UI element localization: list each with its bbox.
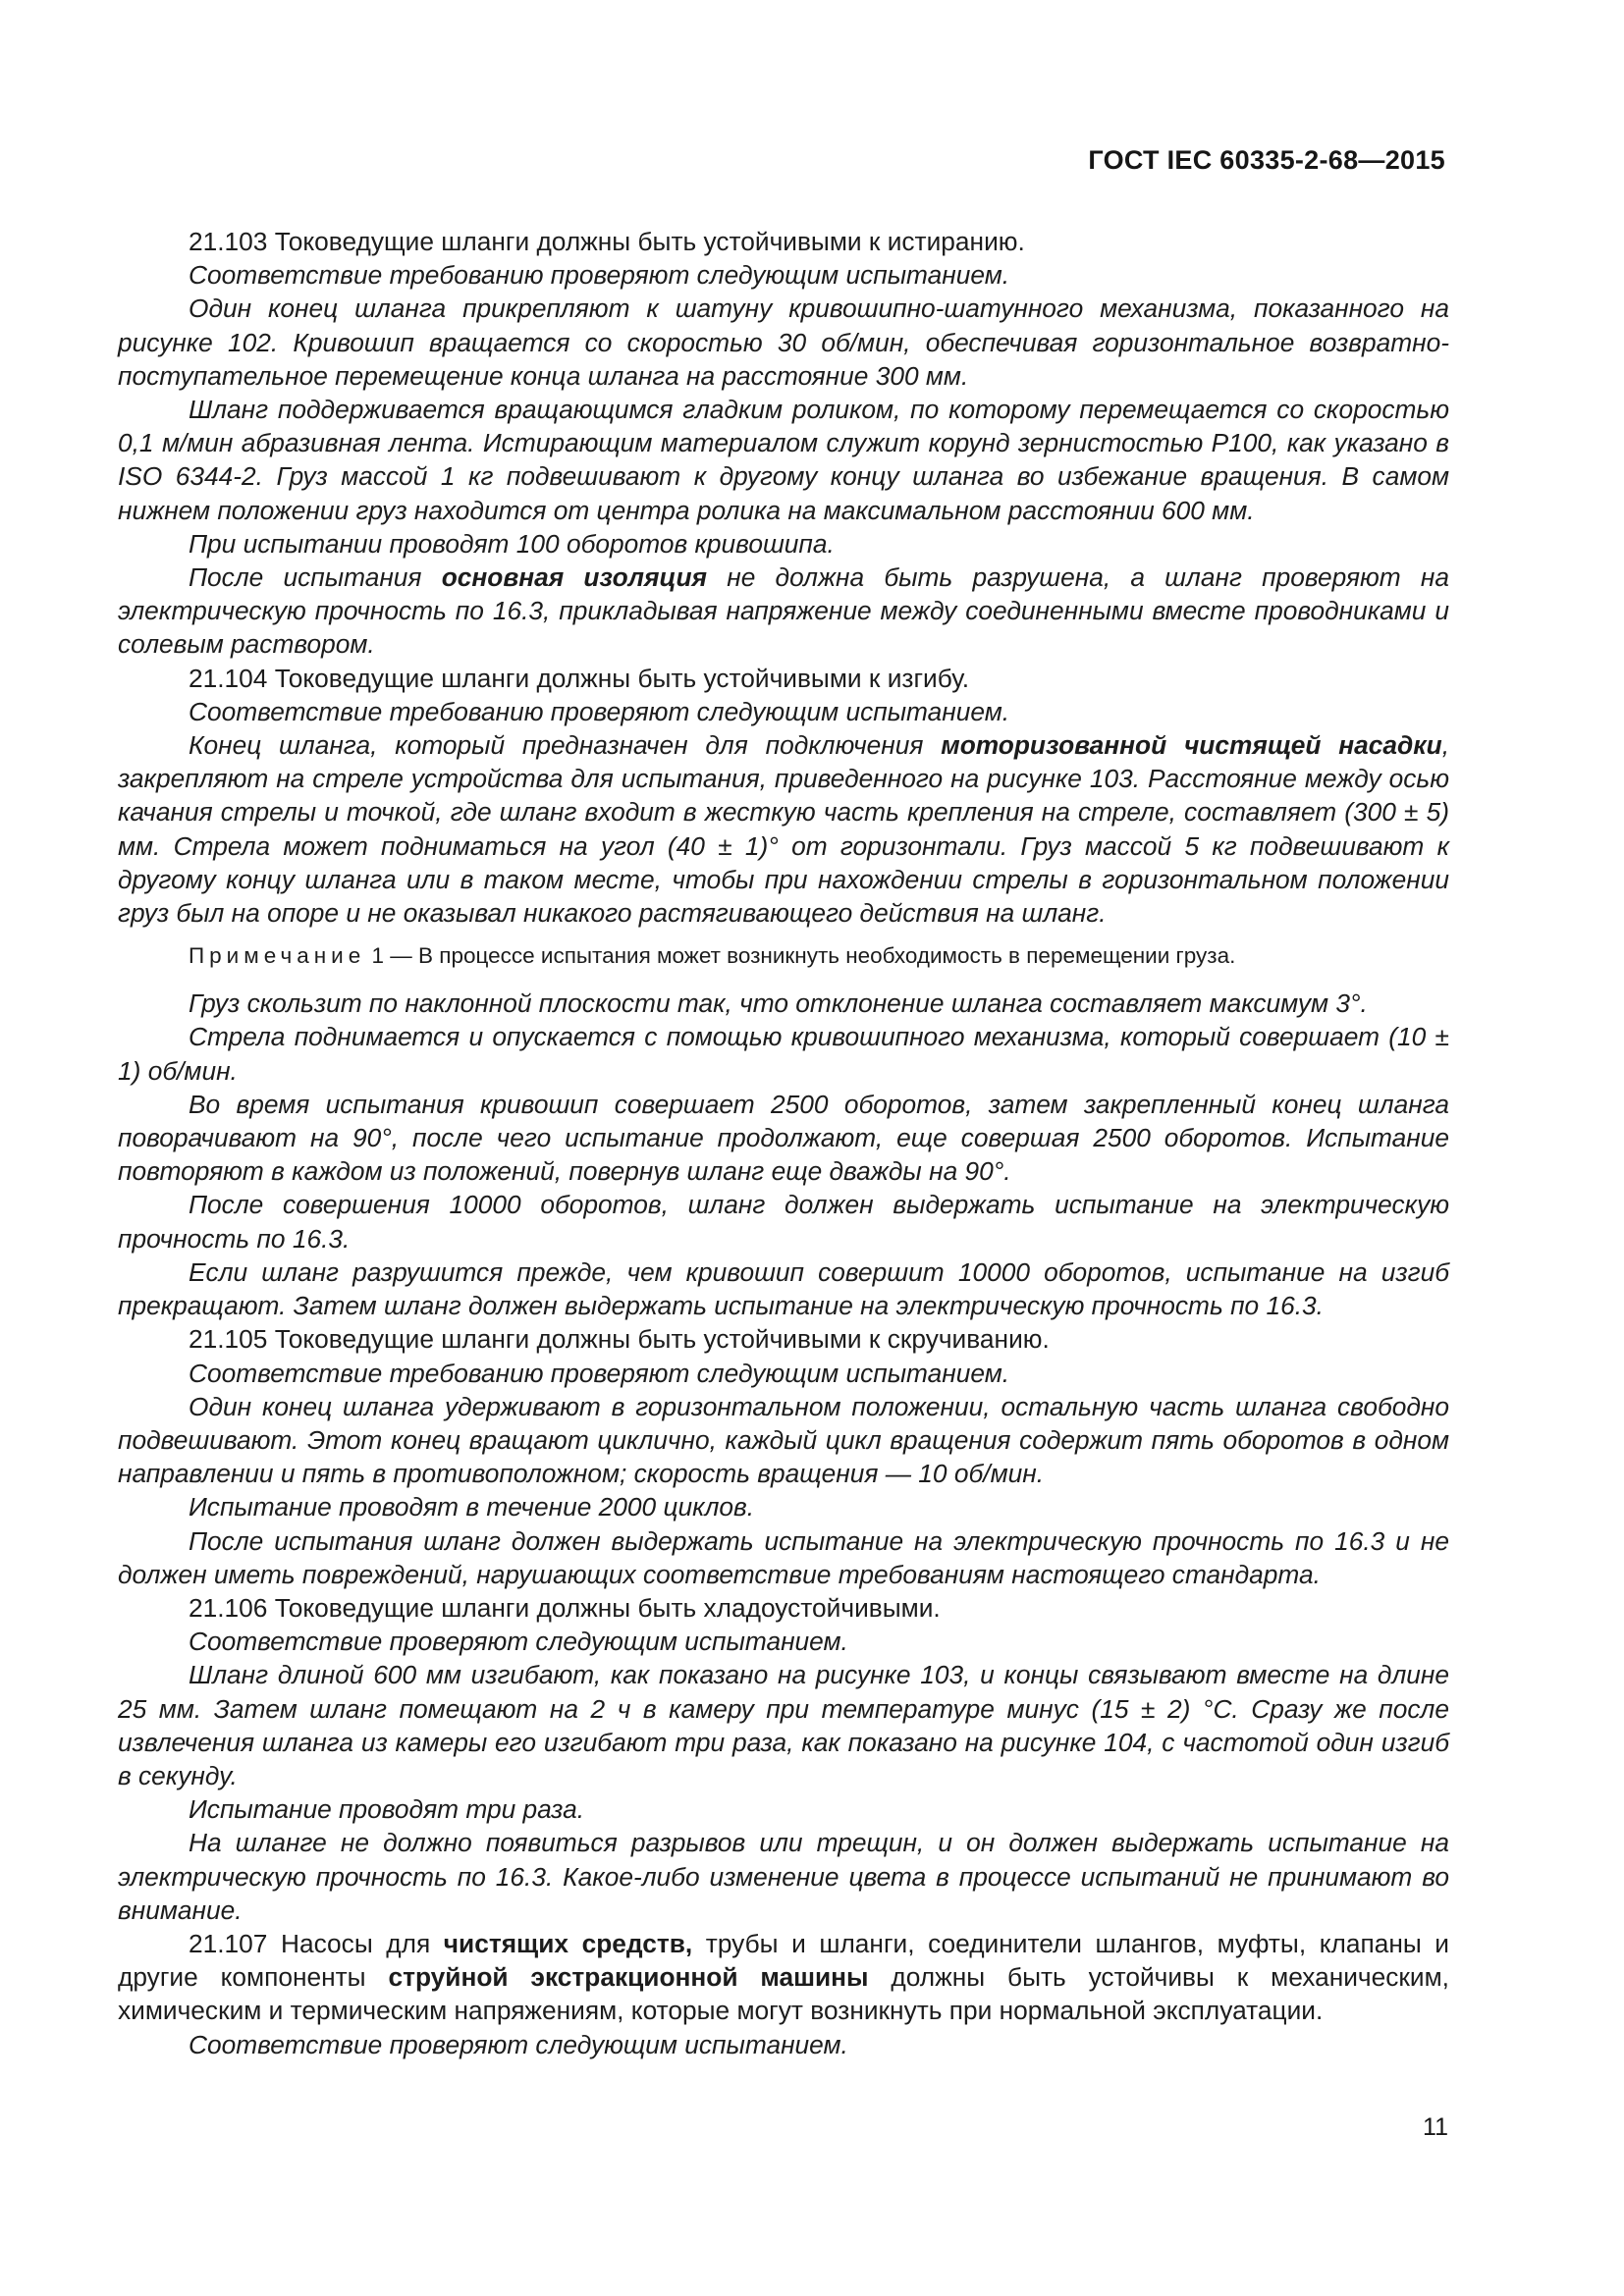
bending-test-setup-text	[118, 728, 1449, 930]
note-label: Примечание	[189, 943, 366, 969]
page-number: 11	[1423, 2113, 1448, 2141]
defined-term: моторизованной чистящей насадки	[941, 730, 1442, 761]
document-code-header: ГОСТ IEC 60335-2-68—2015	[1088, 145, 1445, 175]
defined-term: основная изоляция	[441, 562, 708, 593]
text-fragment: трубы и шланги, соединители шлангов, муфты, клапаны и другие компоненты	[118, 1928, 1449, 1993]
twist-cycles-text: Испытание проводят в течение 2000 циклов.	[189, 1492, 755, 1522]
abrasion-test-setup-text: Один конец шланга прикрепляют к шатуну кривошипно-шатунного механизма, показанного на рисунке 102. Кривошип вращается со скоростью 30 об/мин, обеспечивая горизонтальное возвратно-поступательное перемещение конца шланга на расстояние 300 мм.	[118, 294, 1449, 391]
text-fragment: , закрепляют на стреле устройства для испытания, приведенного на рисунке 103. Расстояние между осью качания стрелы и точкой, где шланг входит в жесткую часть крепления на стреле, составляет (300 ± 5) мм. Стрела может подниматься на угол (40 ± 1)° от горизонтали. Груз массой 5 кг подвешивают к другому концу шланга или в таком месте, чтобы при нахождении стрелы в горизонтальном положении груз был на опоре и не оказывал никакого растягивающего действия на шланг.	[118, 730, 1449, 929]
compliance-check-text: Соответствие требованию проверяют следующим испытанием.	[189, 260, 1010, 291]
abrasion-roller-text: Шланг поддерживается вращающимся гладким роликом, по которому перемещается со скоростью 0,1 м/мин абразивная лента. Истирающим материалом служит корунд зернистостью P100, как указано в ISO 6344-2. Груз массой 1 кг подвешивают к другому концу шланга во избежание вращения. В самом нижнем положении груз находится от центра ролика на максимальном расстоянии 600 мм.	[118, 395, 1449, 525]
defined-term: струйной экстракционной машины	[388, 1962, 869, 1993]
note-1	[118, 941, 1449, 971]
arm-motion-text: Стрела поднимается и опускается с помощью кривошипного механизма, который совершает (10 ± 1) об/мин.	[118, 1022, 1449, 1086]
clause-21-107-heading	[118, 1927, 1449, 2028]
early-failure-text: Если шланг разрушится прежде, чем кривошип совершит 10000 оборотов, испытание на изгиб прекращают. Затем шланг должен выдержать испытание на электрическую прочность по 16.3.	[118, 1256, 1449, 1321]
clause-21-105-heading: 21.105 Токоведущие шланги должны быть устойчивыми к скручиванию.	[189, 1324, 1050, 1355]
text-fragment: 21.107 Насосы для	[189, 1928, 444, 1958]
compliance-check-text: Соответствие проверяют следующим испытанием.	[189, 1627, 848, 1657]
clause-21-103-heading: 21.103 Токоведущие шланги должны быть устойчивыми к истиранию.	[189, 227, 1025, 256]
text-fragment: должны быть устойчивы к механическим, химическим и термическим напряжениям, которые могут возникнуть при нормальной эксплуатации.	[118, 1962, 1449, 2026]
cold-test-setup-text: Шланг длиной 600 мм изгибают, как показано на рисунке 103, и концы связывают вместе на длине 25 мм. Затем шланг помещают на 2 ч в камеру при температуре минус (15 ± 2) °С. Сразу же после извлечения шланга из камеры его изгибают три раза, как показано на рисунке 104, с частотой один изгиб в секунду.	[118, 1660, 1449, 1790]
crank-revolutions-text: При испытании проводят 100 оборотов кривошипа.	[189, 528, 835, 559]
defined-term: чистящих средств,	[443, 1928, 693, 1958]
cold-test-result-text: На шланге не должно появиться разрывов или трещин, и он должен выдержать испытание на электрическую прочность по 16.3. Какое-либо изменение цвета в процессе испытаний не принимают во внимание.	[118, 1828, 1449, 1925]
cold-test-repeat-text: Испытание проводят три раза.	[189, 1794, 585, 1825]
bending-revolutions-text: Во время испытания кривошип совершает 2500 оборотов, затем закрепленный конец шланга поворачивают на 90°, после чего испытание продолжают, еще совершая 2500 оборотов. Испытание повторяют в каждом из положений, повернув шланг еще дважды на 90°.	[118, 1089, 1449, 1187]
clause-21-106-heading: 21.106 Токоведущие шланги должны быть хладоустойчивыми.	[189, 1592, 941, 1623]
compliance-check-text: Соответствие требованию проверяют следующим испытанием.	[189, 696, 1010, 726]
text-fragment: не должна быть разрушена, а шланг проверяют на электрическую прочность по 16.3, прикладывая напряжение между соединенными вместе проводниками и солевым раствором.	[118, 562, 1449, 660]
note-text: 1 — В процессе испытания может возникнуть необходимость в перемещении груза.	[365, 943, 1236, 969]
twist-test-setup-text: Один конец шланга удерживают в горизонтальном положении, остальную часть шланга свободно подвешивают. Этот конец вращают циклично, каждый цикл вращения содержит пять оборотов в одном направлении и пять в противоположном; скорость вращения — 10 об/мин.	[118, 1391, 1449, 1489]
after-test-insulation-text	[118, 561, 1449, 662]
after-bending-text: После совершения 10000 оборотов, шланг должен выдержать испытание на электрическую прочность по 16.3.	[118, 1190, 1449, 1254]
compliance-check-text: Соответствие проверяют следующим испытанием.	[189, 2029, 848, 2059]
document-body	[118, 225, 1449, 2061]
weight-slide-text: Груз скользит по наклонной плоскости так, что отклонение шланга составляет максимум 3°.	[189, 988, 1368, 1019]
after-twist-text: После испытания шланг должен выдержать испытание на электрическую прочность по 16.3 и не должен иметь повреждений, нарушающих соответствие требованиям настоящего стандарта.	[118, 1525, 1449, 1589]
text-fragment: Конец шланга, который предназначен для подключения	[189, 730, 942, 761]
text-fragment: После испытания	[189, 562, 442, 593]
compliance-check-text: Соответствие требованию проверяют следующим испытанием.	[189, 1358, 1010, 1388]
clause-21-104-heading: 21.104 Токоведущие шланги должны быть устойчивыми к изгибу.	[189, 663, 970, 693]
